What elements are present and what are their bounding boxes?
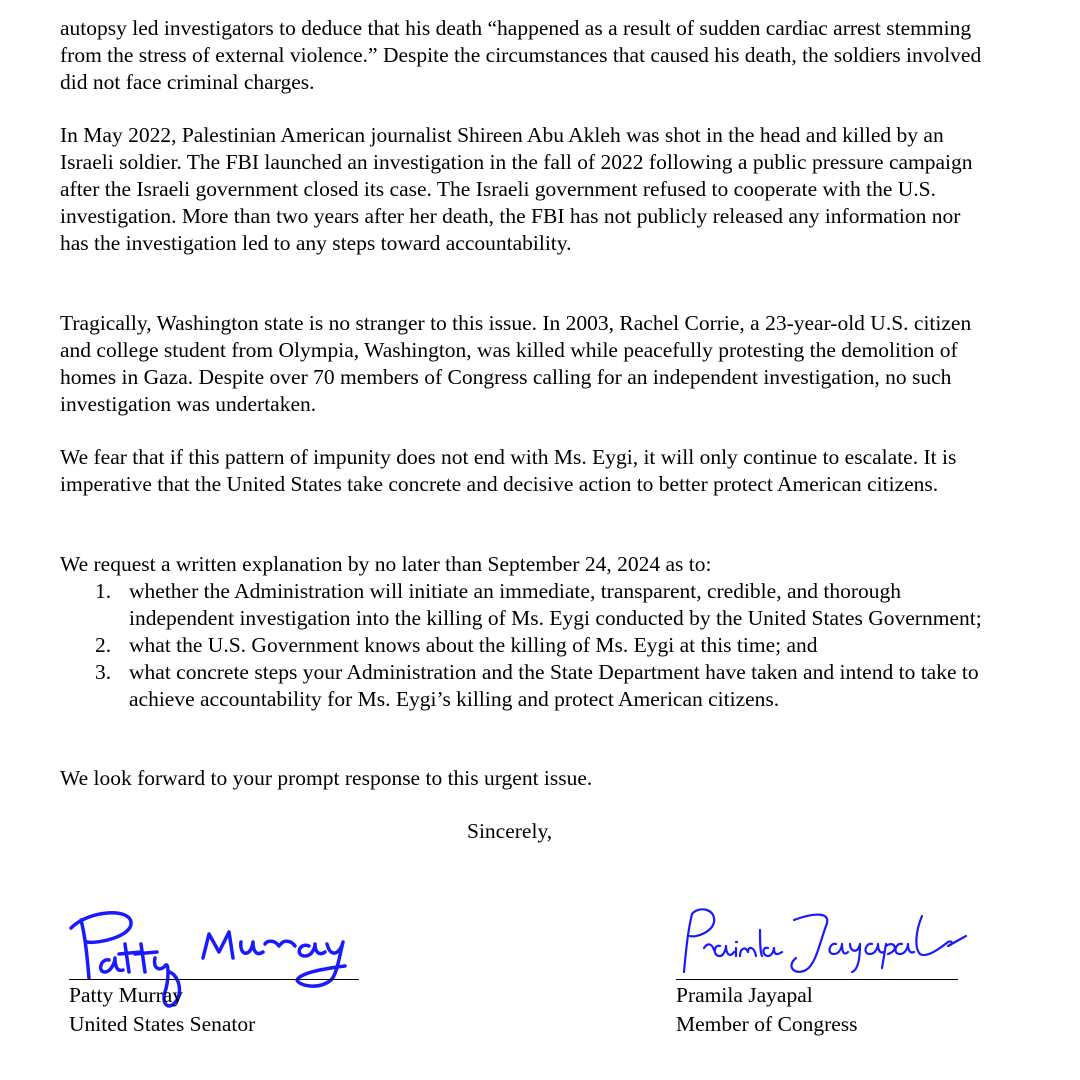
list-item-number: 2. (95, 633, 112, 657)
paragraph-closing-remark: We look forward to your prompt response to this urgent issue. (60, 766, 593, 790)
list-item (60, 659, 990, 713)
list-item-number: 1. (95, 579, 112, 603)
list-item (60, 578, 990, 632)
signatory-name: Patty Murray (69, 983, 184, 1007)
paragraph-abu-akleh: In May 2022, Palestinian American journalist Shireen Abu Akleh was shot in the head and killed by an Israeli soldier. The FBI launched an investigation in the fall of 2022 following a public pressure campaign after the Israeli government closed its case. The Israeli government refused to cooperate with the U.S. investigation. More than two years after her death, the FBI has not publicly released any information nor has the investigation led to any steps toward accountability. (60, 123, 973, 255)
request-list (60, 578, 990, 713)
signature-block-murray (69, 900, 359, 1040)
signature-line (69, 979, 359, 980)
signatory-name: Pramila Jayapal (676, 983, 813, 1007)
closing-salutation: Sincerely, (467, 819, 553, 843)
paragraph-rachel-corrie: Tragically, Washington state is no stranger to this issue. In 2003, Rachel Corrie, a 23-year-old U.S. citizen and college student from Olympia, Washington, was killed while peacefully protesting the demolition of homes in Gaza. Despite over 70 members of Congress calling for an independent investigation, no such investigation was undertaken. (60, 311, 972, 416)
list-item-number: 3. (95, 660, 112, 684)
paragraph-request-intro: We request a written explanation by no later than September 24, 2024 as to: (60, 552, 712, 576)
signatory-title: Member of Congress (676, 1012, 858, 1036)
signature-jayapal-image (676, 900, 966, 980)
list-item-text: what the U.S. Government knows about the killing of Ms. Eygi at this time; and (129, 633, 818, 657)
list-item (60, 632, 990, 659)
signature-block-jayapal (676, 900, 966, 1040)
paragraph-autopsy: autopsy led investigators to deduce that his death “happened as a result of sudden cardiac arrest stemming from the stress of external violence.” Despite the circumstances that caused his death, the soldiers involved did not face criminal charges. (60, 16, 982, 94)
paragraph-impunity: We fear that if this pattern of impunity does not end with Ms. Eygi, it will only continue to escalate. It is imperative that the United States take concrete and decisive action to better protect American citizens. (60, 445, 957, 496)
signatory-title: United States Senator (69, 1012, 256, 1036)
list-item-text: whether the Administration will initiate an immediate, transparent, credible, and thorough independent investigation into the killing of Ms. Eygi conducted by the United States Government; (129, 579, 982, 630)
signature-line (676, 979, 958, 980)
list-item-text: what concrete steps your Administration and the State Department have taken and intend to take to achieve accountability for Ms. Eygi’s killing and protect American citizens. (129, 660, 979, 711)
